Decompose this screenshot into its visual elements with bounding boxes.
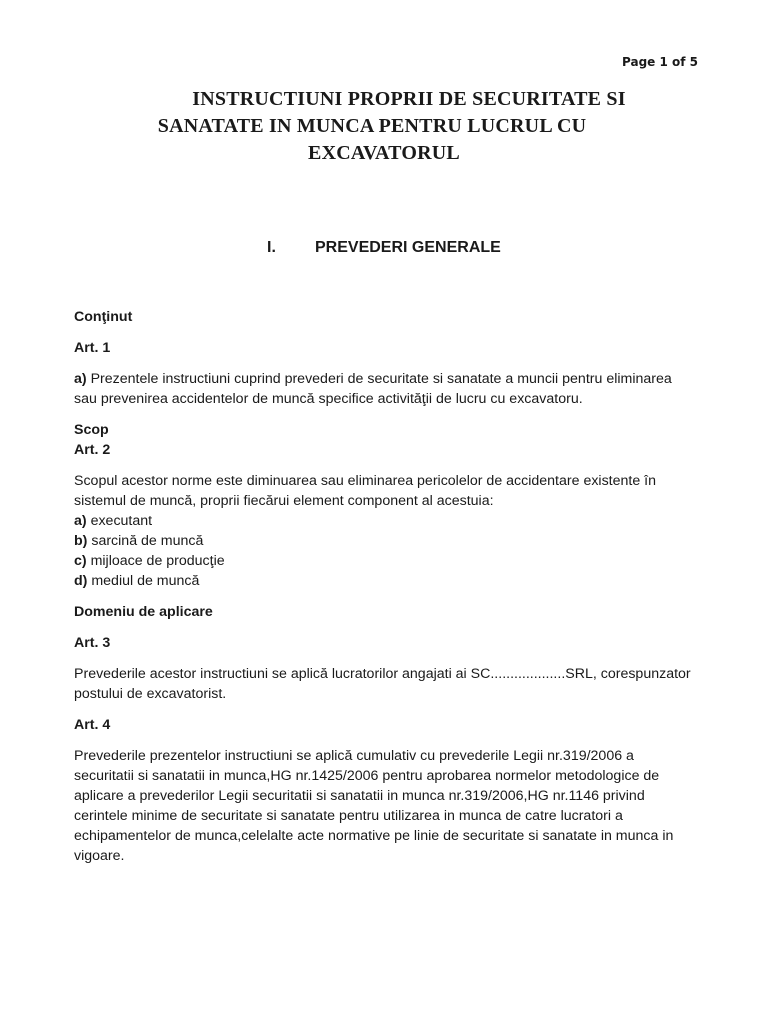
- continut-heading: Conţinut: [74, 309, 133, 325]
- art2-item-a: [74, 511, 694, 531]
- art3-paragraph: Prevederile acestor instructiuni se aplică lucratorilor angajati ai SC...................SRL, corespunzator postului de excavatorist.: [74, 666, 691, 702]
- document-body: [74, 307, 694, 866]
- domeniu-heading: Domeniu de aplicare: [74, 604, 213, 620]
- section-heading: [267, 239, 501, 257]
- section-title: PREVEDERI GENERALE: [315, 239, 501, 256]
- scop-heading: Scop: [74, 422, 109, 438]
- art2-item-b-text: sarcină de muncă: [87, 533, 204, 549]
- art1-label: Art. 1: [74, 340, 111, 356]
- section-number: I.: [267, 239, 276, 256]
- art2-item-d-mark: d): [74, 573, 88, 589]
- art2-item-a-mark: a): [74, 513, 87, 529]
- art1-paragraph: [74, 369, 694, 409]
- art2-item-a-text: executant: [86, 513, 153, 529]
- title-line-3: EXCAVATORUL: [308, 142, 460, 164]
- art2-item-d: [74, 571, 694, 591]
- art2-item-b: [74, 531, 694, 551]
- title-line-1: INSTRUCTIUNI PROPRII DE SECURITATE SI: [192, 88, 626, 110]
- art2-item-c-text: mijloace de producţie: [86, 553, 225, 569]
- art1-point-a-text: Prezentele instructiuni cuprind prevederi de securitate si sanatate a muncii pentru eliminarea sau prevenirea accidentelor de muncă specifice activităţii de lucru cu excavatoru.: [74, 371, 672, 407]
- page-number: Page 1 of 5: [622, 55, 698, 69]
- art3-label: Art. 3: [74, 635, 111, 651]
- art2-label: Art. 2: [74, 442, 111, 458]
- art2-item-b-mark: b): [74, 533, 88, 549]
- art4-paragraph: Prevederile prezentelor instructiuni se aplică cumulativ cu prevederile Legii nr.319/2006 a securitatii si sanatatii in munca,HG nr.1425/2006 pentru aprobarea normelor metodologice de aplicare a prevederilor Legii securitatii si sanatatii in munca nr.319/2006,HG nr.1146 privind cerintele minime de securitate si sanatate pentru utilizarea in munca de catre lucratori a echipamentelor de munca,celelalte acte normative pe linie de securitate si sanatate in munca in vigoare.: [74, 748, 674, 864]
- art2-item-c-mark: c): [74, 553, 87, 569]
- art2-intro: Scopul acestor norme este diminuarea sau eliminarea pericolelor de accidentare existente în sistemul de muncă, proprii fiecărui element component al acestuia:: [74, 473, 657, 509]
- document-title: [0, 86, 768, 167]
- title-line-2: SANATATE IN MUNCA PENTRU LUCRUL CU: [157, 115, 587, 137]
- art1-point-a-mark: a): [74, 371, 87, 387]
- art2-item-d-text: mediul de muncă: [87, 573, 200, 589]
- art4-label: Art. 4: [74, 717, 111, 733]
- art2-item-c: [74, 551, 694, 571]
